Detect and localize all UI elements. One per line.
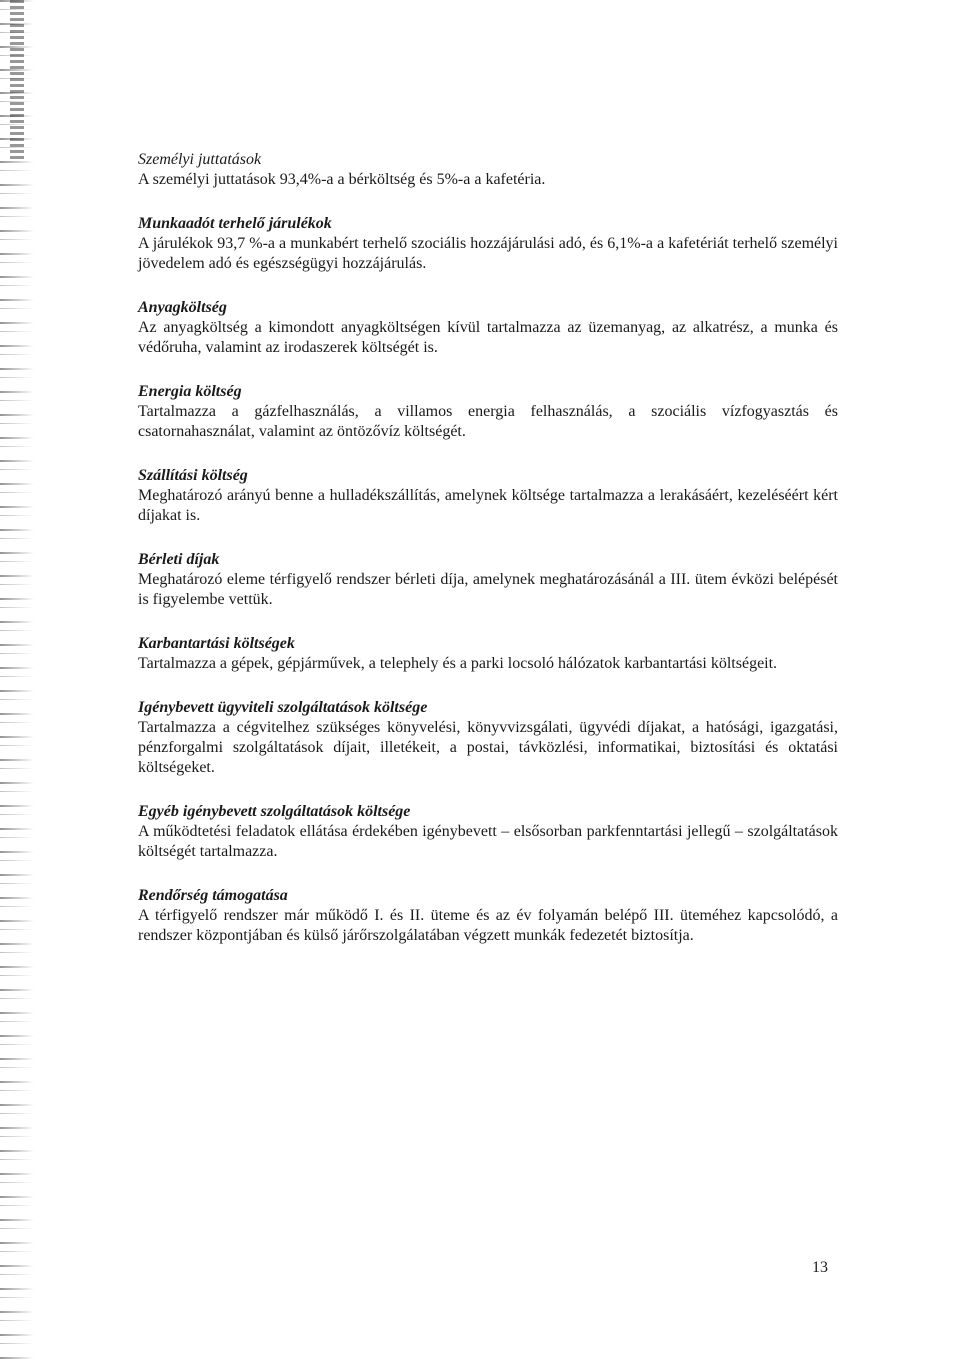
section-anyagkoltseg [138, 298, 838, 358]
section-energia-koltseg [138, 382, 838, 442]
section-heading: Szállítási költség [138, 467, 248, 484]
section-heading: Anyagköltség [138, 299, 227, 316]
section-heading: Személyi juttatások [138, 151, 262, 168]
section-text: A térfigyelő rendszer már működő I. és II. üteme és az év folyamán belépő III. üteméhez kapcsolódó, a rendszer központjában és külső járőrszolgálatában végzett munkák fedezetét biztosítja. [138, 907, 838, 944]
section-szallitasi-koltseg [138, 466, 838, 526]
scan-binding-marks [10, 0, 24, 160]
section-egyeb-szolgaltatasok [138, 802, 838, 862]
section-karbantartasi-koltsegek [138, 634, 838, 674]
section-text: A járulékok 93,7 %-a a munkabért terhelő szociális hozzájárulási adó, és 6,1%-a a kafetériát terhelő személyi jövedelem adó és egészségügyi hozzájárulás. [138, 235, 838, 272]
section-text: Tartalmazza a gépek, gépjárművek, a telephely és a parki locsoló hálózatok karbantartási költségeit. [138, 655, 778, 672]
section-ugyviteli-szolgaltatasok [138, 698, 838, 778]
section-szemelyi-juttatasok [138, 150, 838, 190]
section-text: Tartalmazza a gázfelhasználás, a villamos energia felhasználás, a szociális vízfogyasztás és csatornahasználat, valamint az öntözővíz költségét. [138, 403, 838, 440]
section-heading: Karbantartási költségek [138, 635, 295, 652]
section-text: A működtetési feladatok ellátása érdekében igénybevett – elsősorban parkfenntartási jellegű – szolgáltatások költségét tartalmazza. [138, 823, 838, 860]
section-heading: Munkaadót terhelő járulékok [138, 215, 332, 232]
section-heading: Rendőrség támogatása [138, 887, 288, 904]
section-heading: Bérleti díjak [138, 551, 220, 568]
section-heading: Egyéb igénybevett szolgáltatások költsége [138, 803, 411, 820]
section-heading: Energia költség [138, 383, 242, 400]
page-number: 13 [812, 1259, 828, 1276]
section-berleti-dijak [138, 550, 838, 610]
section-text: Tartalmazza a cégvitelhez szükséges könyvelési, könyvvizsgálati, ügyvédi díjakat, a hatósági, igazgatási, pénzforgalmi szolgáltatások díjait, illetékeit, a postai, távközlési, informatikai, biztosítási és oktatási költségeket. [138, 719, 838, 776]
section-munkaadot-terhelo-jarulekok [138, 214, 838, 274]
section-heading: Igénybevett ügyviteli szolgáltatások költsége [138, 699, 428, 716]
section-text: Meghatározó eleme térfigyelő rendszer bérleti díja, amelynek meghatározásánál a III. ütem évközi belépését is figyelembe vettük. [138, 571, 838, 608]
document-body [138, 150, 838, 970]
section-rendorseg-tamogatasa [138, 886, 838, 946]
section-text: Meghatározó arányú benne a hulladékszállítás, amelynek költsége tartalmazza a lerakásáért, kezeléséért kért díjakat is. [138, 487, 838, 524]
section-text: A személyi juttatások 93,4%-a a bérköltség és 5%-a a kafetéria. [138, 171, 546, 188]
section-text: Az anyagköltség a kimondott anyagköltségen kívül tartalmazza az üzemanyag, az alkatrész, a munka és védőruha, valamint az irodaszerek költségét is. [138, 319, 838, 356]
scan-edge-artifact [0, 0, 34, 1362]
